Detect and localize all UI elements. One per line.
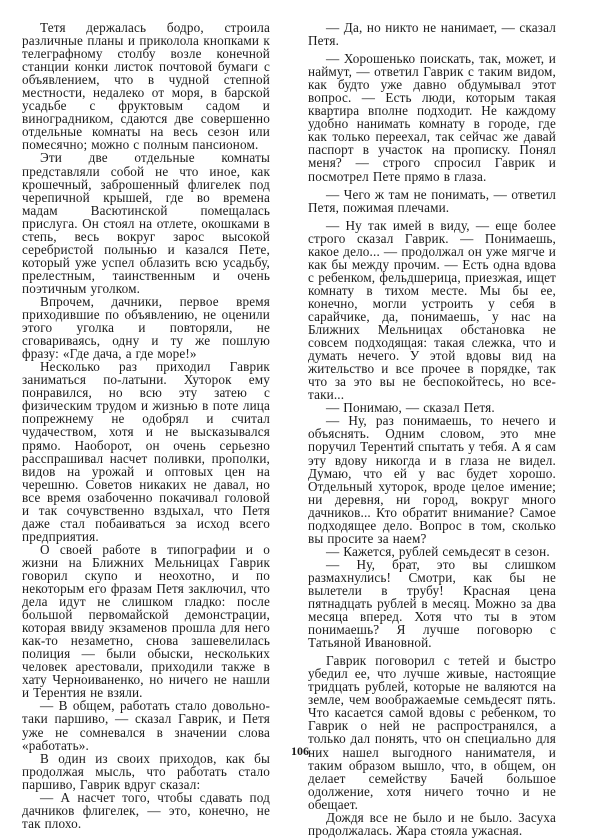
paragraph: — А насчет того, чтобы сдавать под дачников флигелек, — это, конечно, не так плохо. [22, 789, 270, 831]
paragraph: — Ну, раз понимаешь, то нечего и объяснять. Одним словом, это мне поручил Терентий спытать у тебя. А я сам эту вдову никогда и в глаза не видел. Думаю, что ей у вас будет хорошо. Отдельный хуторок, вроде целое имение; ни деревня, ни город, вокруг много дачников... Кто обратит внимание? Самое подходящее дело. Вопрос в том, сколько вы просите за наем? [308, 413, 556, 546]
left-text-column [22, 21, 270, 830]
paragraph: — Да, но никто не нанимает, — сказал Петя. [308, 20, 556, 49]
paragraph: — Кажется, рублей семьдесят в сезон. [326, 543, 550, 559]
paragraph: Несколько раз приходил Гаврик заниматься по-латыни. Хуторок ему понравился, но всю эту затею с физическим трудом и жизнью в поте лица попрежнему не одобрял и считал чудачеством, хотя и не высказывался прямо. Наоборот, он очень серьезно расспрашивал насчет поливки, прополки, видов на урожай и оптовых цен на черешню. Советов никаких не давал, но все время озабоченно покачивал головой и так сочувственно вздыхал, что Петя даже стал побаиваться за исход всего предприятия. [22, 359, 270, 544]
paragraph: Тетя держалась бодро, строила различные планы и приколола кнопками к телеграфному столбу возле конечной станции конки листок почтовой бумаги с объявлением, что в чудной степной местности, недалеко от моря, в барской усадьбе с фруктовым садом и виноградником, сдаются две совершенно отдельные комнаты на весь сезон или помесячно; можно с полным пансионом. [22, 20, 270, 153]
paragraph: О своей работе в типографии и о жизни на Ближних Мельницах Гаврик говорил скупо и неохотно, и по некоторым его фразам Петя заключил, что дела идут не слишком гладко: после большой первомайской демонстрации, которая ввиду экзаменов прошла для него как-то незаметно, снова зашевелилась полиция — были обыски, нескольких человек арестовали, приходили также в хату Черноиваненко, но ничего не нашли и Терентия не взяли. [22, 541, 270, 701]
paragraph: — В общем, работать стало довольно-таки паршиво, — сказал Гаврик, и Петя уже не сомневался в значении слова «работать». [22, 698, 270, 753]
paragraph: Впрочем, дачники, первое время приходившие по объявлению, не оценили этого уголка и повторяли, не сговариваясь, одну и ту же пошлую фразу: «Где дача, а где море!» [22, 293, 270, 362]
paragraph: В один из своих приходов, как бы продолжая мысль, что работать стало паршиво, Гаврик вдруг сказал: [22, 750, 270, 792]
paragraph: — Понимаю, — сказал Петя. [326, 400, 495, 416]
page-number: 106 [291, 744, 309, 758]
paragraph: Дождя все не было и не было. Засуха продолжалась. Жара стояла ужасная. [308, 809, 556, 838]
paragraph: — Ну, брат, это вы слишком размахнулись! Смотри, как бы не вылетели в трубу! Красная цена пятнадцать рублей в месяц. Можно за два месяца вперед. Хотя что ты в этом понимаешь? Я лучше поговорю с Татьяной Ивановной. [308, 556, 556, 651]
paragraph: — Чего ж там не понимать, — ответил Петя, пожимая плечами. [308, 186, 556, 215]
paragraph: — Ну так имей в виду, — еще более строго сказал Гаврик. — Понимаешь, какое дело... — продолжал он уже мягче и как бы между прочим. — Есть одна вдова с ребенком, фельдшерица, приезжая, ищет комнату в тихом месте. Мы бы ее, конечно, могли устроить у себя в сарайчике, да, понимаешь, у нас на Ближних Мельницах обстановка не совсем подходящая: такая слежка, что и думать нечего. У этой вдовы вид на жительство и все прочее в порядке, так что за это вы не беспокойтесь, но все-таки... [308, 217, 556, 403]
right-text-column [308, 21, 556, 837]
paragraph: Эти две отдельные комнаты представляли собой не что иное, как крошечный, заброшенный флигелек под черепичной крышей, где во времена мадам Васютинской помещалась прислуга. Он стоял на отлете, окошками в степь, весь вокруг зарос высокой серебристой полынью и казался Пете, который уже успел облазить всю усадьбу, прелестным, таинственным и очень поэтичным уголком. [22, 150, 270, 296]
paragraph: Гаврик поговорил с тетей и быстро убедил ее, что лучше живые, настоящие тридцать рублей, которые не валяются на земле, чем воображаемые семьдесят пять. Что касается самой вдовы с ребенком, то Гаврик о ней не распространялся, а только дал понять, что он специально для них нашел выгодного нанимателя, и таким образом вышло, что, в общем, он делает семейству Бачей большое одолжение, хотя ничего точно и не обещает. [308, 653, 556, 812]
paragraph: — Хорошенько поискать, так, может, и наймут, — ответил Гаврик с таким видом, как будто уже давно обдумывал этот вопрос. — Есть люди, которым такая квартира вполне подходит. Не каждому удобно нанимать комнату в городе, где как только переехал, так сейчас же давай паспорт в участок на прописку. Понял меня? — строго спросил Гаврик и посмотрел Пете прямо в глаза. [308, 51, 556, 184]
